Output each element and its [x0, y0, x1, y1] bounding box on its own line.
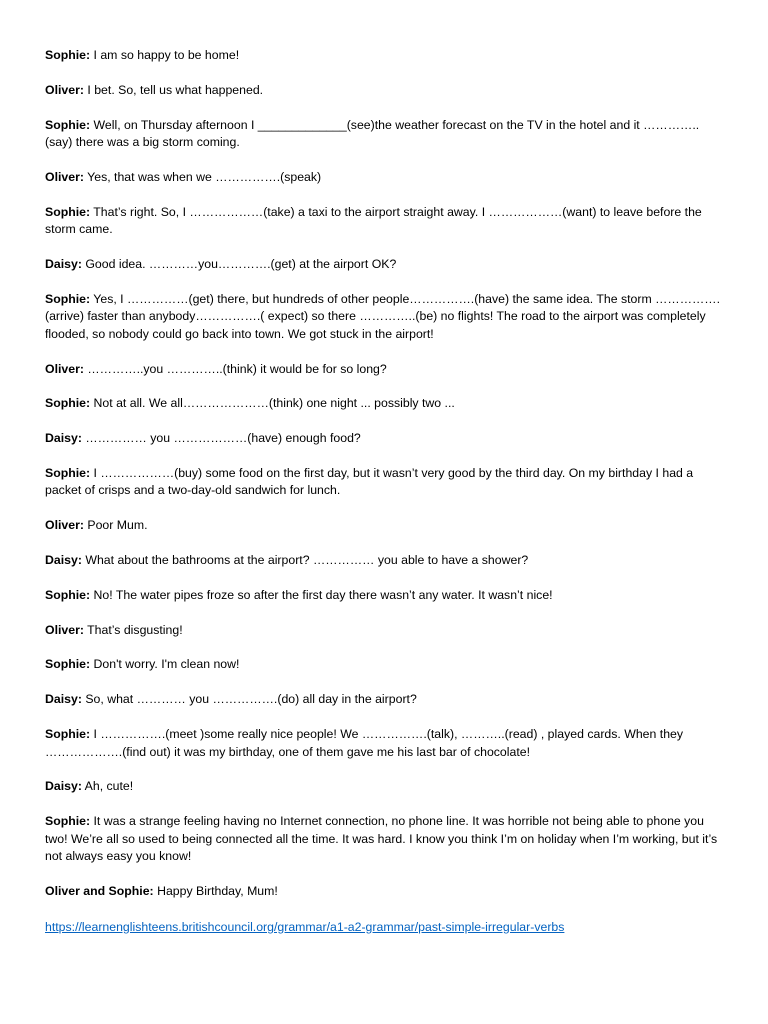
dialogue-text: Yes, I ……………(get) there, but hundreds of other people…………….(have) the same idea. The storm ……………. (arrive) faster than anybody…………….( expect) so there …………..(be) no flights! The road to the airport was completely flooded, so nobody could go back into town. We got stuck in the airport!: [45, 291, 721, 341]
dialogue-line: [45, 465, 728, 500]
dialogue-line: [45, 726, 728, 761]
dialogue-text: Ah, cute!: [81, 779, 134, 794]
source-link[interactable]: https://learnenglishteens.britishcouncil.org/grammar/a1-a2-grammar/past-simple-irregular-verbs: [45, 919, 565, 934]
speaker-name: Daisy:: [45, 256, 82, 271]
dialogue-text: …………..you …………..(think) it would be for so long?: [83, 361, 387, 376]
dialogue-line: [45, 256, 728, 274]
dialogue-text: What about the bathrooms at the airport? …………… you able to have a shower?: [81, 553, 529, 568]
dialogue-line: [45, 82, 728, 100]
dialogue-text: Poor Mum.: [83, 518, 148, 533]
dialogue-line: [45, 204, 728, 239]
speaker-name: Oliver:: [45, 622, 84, 637]
dialogue-line: [45, 47, 728, 65]
speaker-name: Daisy:: [45, 431, 82, 446]
dialogue-text: I bet. So, tell us what happened.: [83, 82, 264, 97]
dialogue-line: [45, 622, 728, 640]
dialogue-line: [45, 517, 728, 535]
dialogue-text: …………… you ………………(have) enough food?: [81, 431, 361, 446]
dialogue-line: [45, 552, 728, 570]
speaker-name: Sophie:: [45, 117, 91, 132]
dialogue-text: Not at all. We all…………………(think) one night ... possibly two ...: [90, 396, 455, 411]
dialogue-line: [45, 691, 728, 709]
speaker-name: Sophie:: [45, 657, 91, 672]
speaker-name: Oliver:: [45, 361, 84, 376]
speaker-name: Sophie:: [45, 48, 91, 62]
dialogue-line: [45, 883, 728, 901]
dialogue-line: [45, 169, 728, 187]
dialogue-line: [45, 361, 728, 379]
dialogue-text: That’s disgusting!: [83, 622, 183, 637]
dialogue-text: No! The water pipes froze so after the first day there wasn’t any water. It wasn’t nice!: [90, 587, 553, 602]
dialogue-text: So, what ………… you …………….(do) all day in the airport?: [81, 692, 417, 707]
speaker-name: Daisy:: [45, 779, 82, 794]
dialogue-text: It was a strange feeling having no Internet connection, no phone line. It was horrible not being able to phone you two! We’re all so used to being connected all the time. It was hard. I know you think I’m on holiday when I’m working, but it’s not always easy you know!: [45, 814, 718, 864]
speaker-name: Sophie:: [45, 465, 91, 480]
dialogue-line: [45, 587, 728, 605]
speaker-name: Sophie:: [45, 291, 91, 306]
dialogue-line: [45, 117, 728, 152]
speaker-name: Daisy:: [45, 692, 82, 707]
dialogue-line: [45, 430, 728, 448]
speaker-name: Sophie:: [45, 204, 91, 219]
dialogue-line: [45, 778, 728, 796]
speaker-name: Oliver:: [45, 82, 84, 97]
dialogue-text: Well, on Thursday afternoon I _____________(see)the weather forecast on the TV in the hotel and it ………….. (say) there was a big storm coming.: [45, 117, 700, 150]
speaker-name: Oliver:: [45, 169, 84, 184]
speaker-name: Oliver:: [45, 518, 84, 533]
dialogue-text: Happy Birthday, Mum!: [153, 883, 278, 898]
dialogue-text: I am so happy to be home!: [90, 48, 240, 62]
speaker-name: Oliver and Sophie:: [45, 883, 154, 898]
speaker-name: Sophie:: [45, 814, 91, 829]
dialogue-text: I …………….(meet )some really nice people! We …………….(talk), ………..(read) , played cards. When they ……………….(find out) it was my birthday, one of them gave me his last bar of chocolate!: [45, 727, 684, 759]
dialogue-line: [45, 395, 728, 413]
dialogue-text: Yes, that was when we …………….(speak): [83, 169, 322, 184]
dialogue-text: Good idea. …………you………….(get) at the airport OK?: [81, 256, 397, 271]
dialogue-line: [45, 656, 728, 674]
speaker-name: Sophie:: [45, 727, 91, 742]
dialogue-line: [45, 291, 728, 344]
dialogue-line: [45, 813, 728, 866]
speaker-name: Sophie:: [45, 396, 91, 411]
dialogue-text: I ………………(buy) some food on the first day, but it wasn’t very good by the third day. On my birthday I had a packet of crisps and a two-day-old sandwich for lunch.: [45, 465, 694, 498]
speaker-name: Sophie:: [45, 587, 91, 602]
dialogue-text: Don't worry. I'm clean now!: [90, 657, 240, 672]
dialogue-text: That’s right. So, I ………………(take) a taxi to the airport straight away. I ………………(want) to leave before the storm came.: [45, 204, 702, 237]
speaker-name: Daisy:: [45, 553, 82, 568]
dialogue: [45, 47, 728, 900]
